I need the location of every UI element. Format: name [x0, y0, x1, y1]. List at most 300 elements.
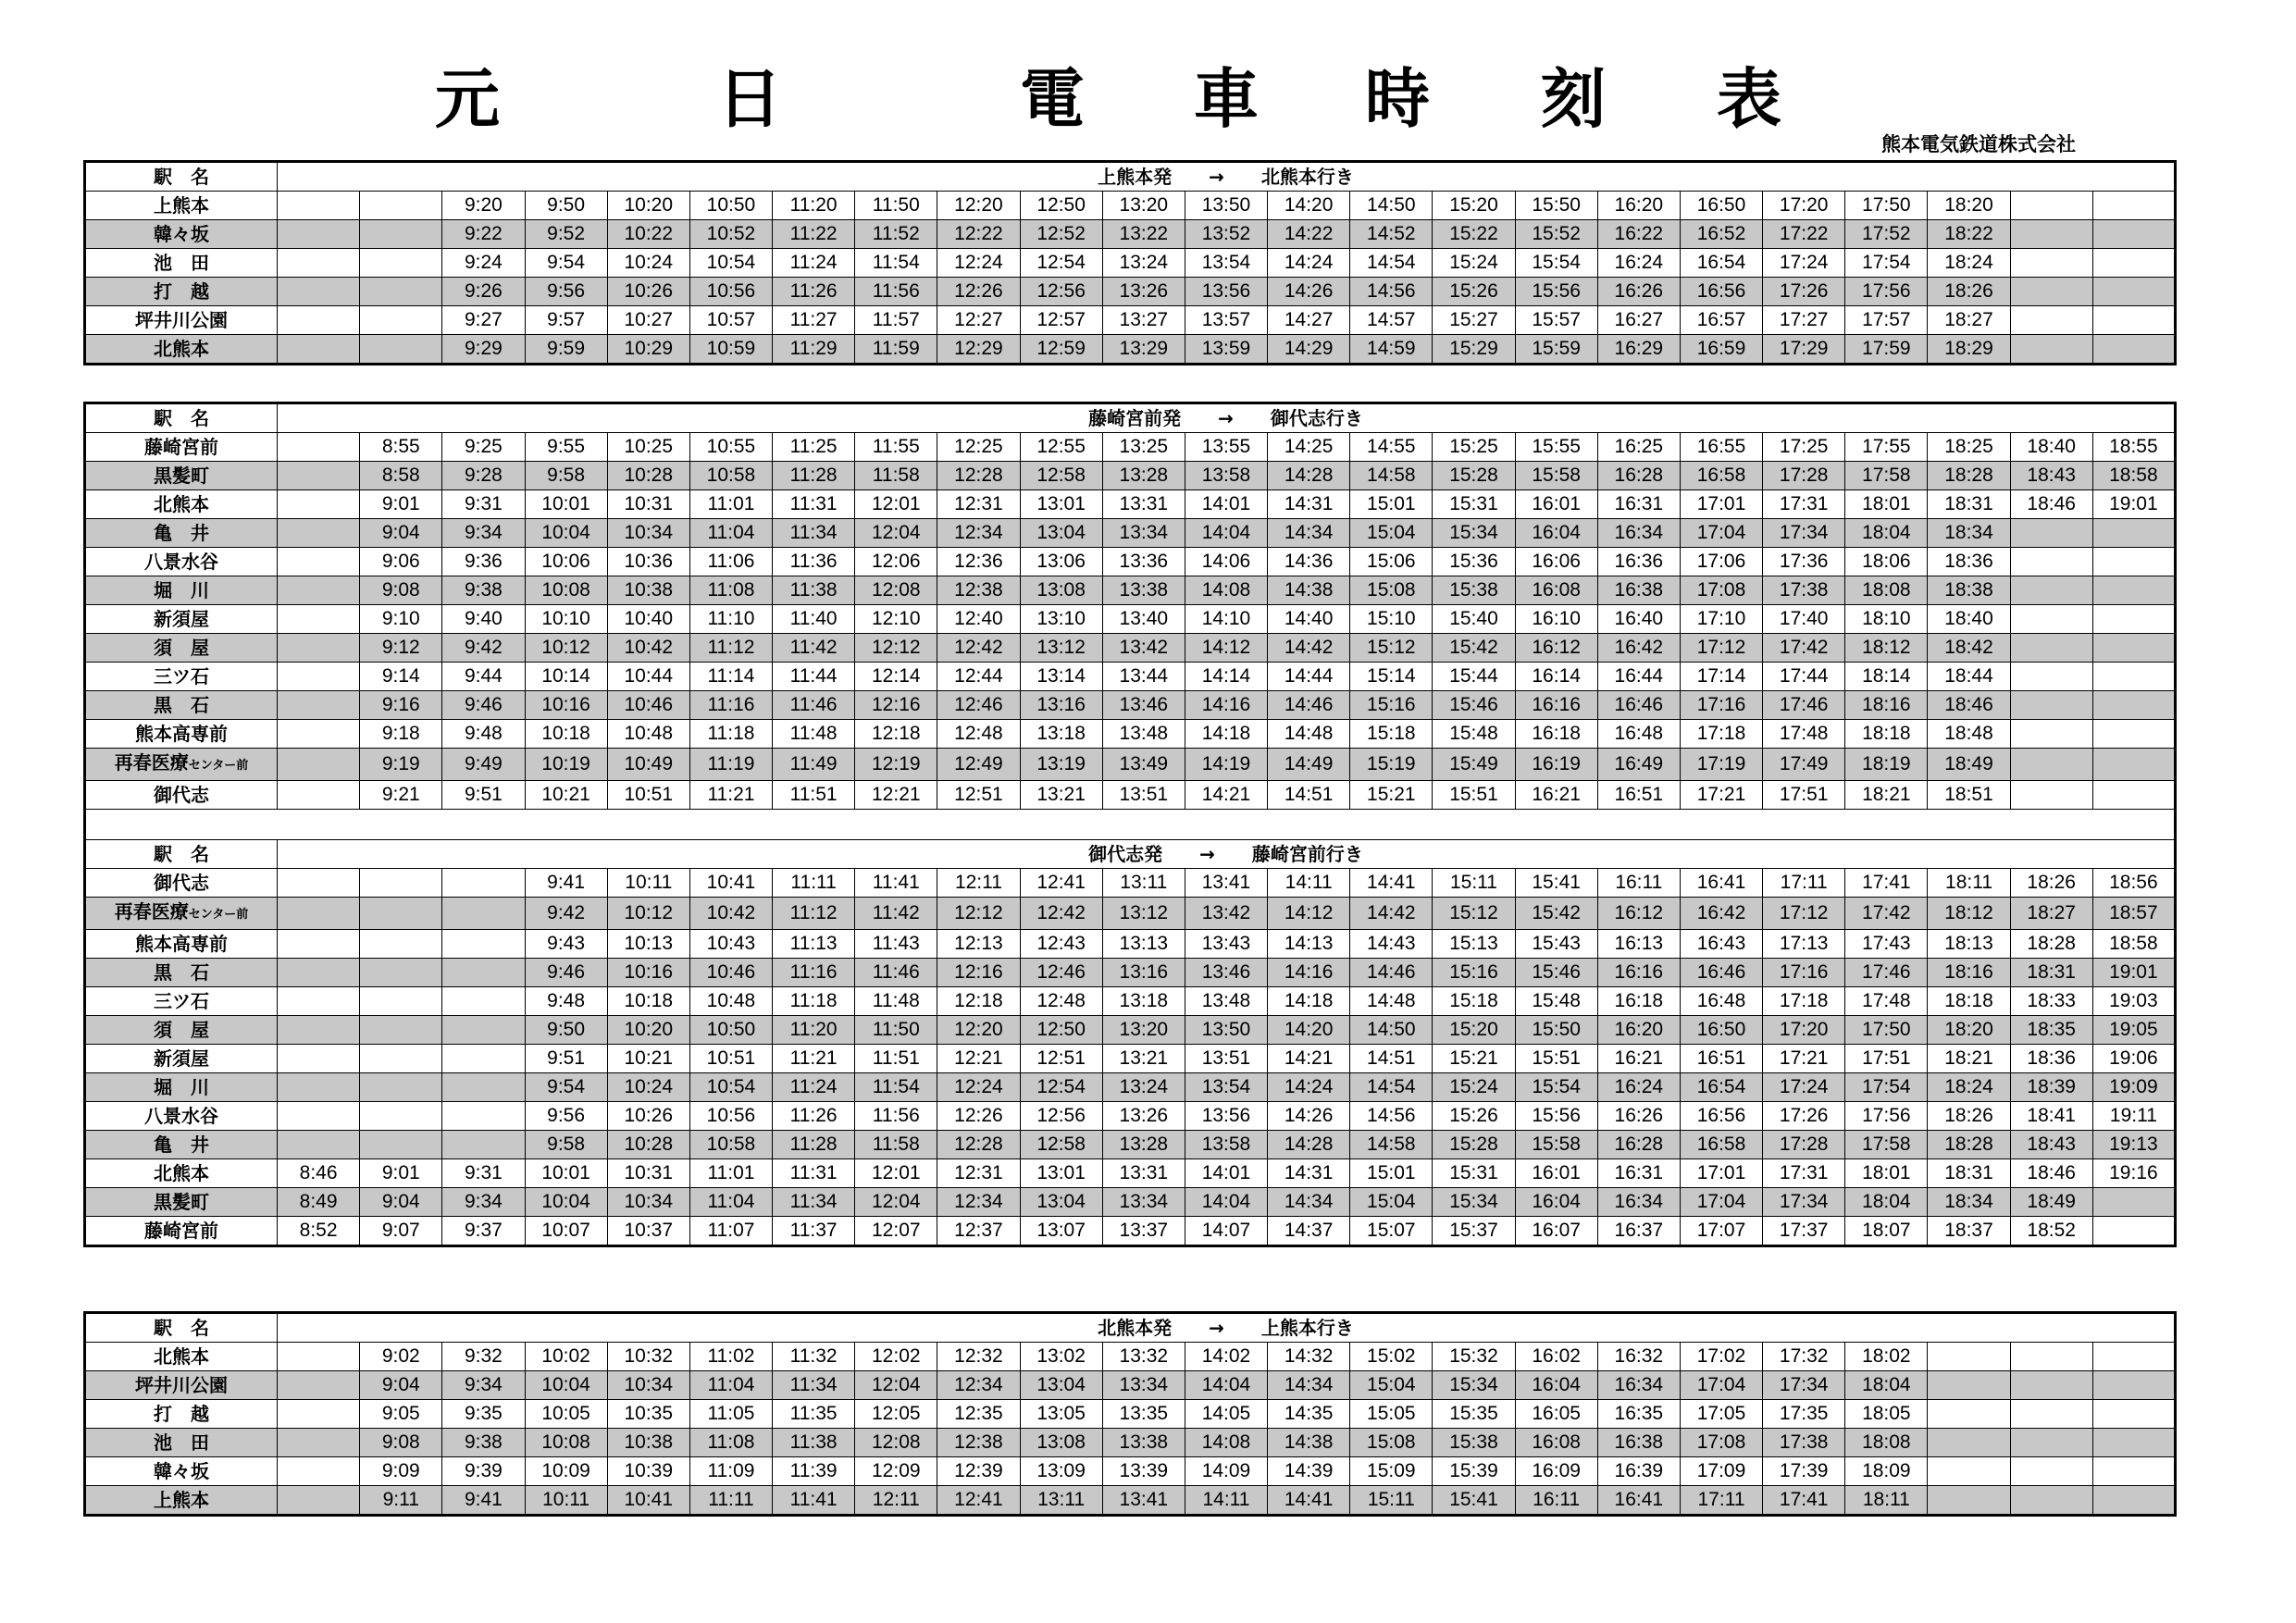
- departure-time: 9:56: [525, 278, 607, 306]
- departure-time: 11:06: [689, 548, 772, 576]
- departure-time: 10:04: [525, 1371, 607, 1400]
- departure-time: 15:57: [1515, 306, 1597, 335]
- station-row: [85, 1159, 2176, 1188]
- departure-time: 17:16: [1680, 691, 1762, 720]
- departure-time: 13:50: [1185, 192, 1267, 220]
- departure-time: 13:46: [1185, 959, 1267, 987]
- departure-time: 13:51: [1102, 781, 1185, 810]
- departure-time: 10:26: [607, 1102, 689, 1131]
- departure-time: 16:41: [1680, 869, 1762, 898]
- departure-time: 18:28: [1928, 462, 2010, 490]
- departure-time: 11:32: [773, 1343, 855, 1371]
- departure-time: 12:18: [937, 987, 1020, 1016]
- departure-time: 16:46: [1597, 691, 1680, 720]
- departure-time: [2092, 749, 2175, 781]
- departure-time: 18:10: [1845, 605, 1928, 634]
- departure-time: 13:07: [1020, 1217, 1102, 1246]
- departure-time: 10:35: [607, 1400, 689, 1429]
- departure-time: 12:01: [855, 1159, 937, 1188]
- departure-time: [2010, 605, 2092, 634]
- departure-time: 17:31: [1763, 1159, 1845, 1188]
- departure-time: 11:46: [855, 959, 937, 987]
- departure-time: 14:58: [1350, 462, 1433, 490]
- departure-time: 9:01: [360, 490, 442, 519]
- departure-time: 13:22: [1102, 220, 1185, 249]
- departure-time: 11:38: [773, 1429, 855, 1457]
- departure-time: 10:58: [689, 462, 772, 490]
- departure-time: 14:57: [1350, 306, 1433, 335]
- departure-time: 10:29: [607, 335, 689, 365]
- departure-time: 9:31: [442, 1159, 525, 1188]
- departure-time: 14:28: [1268, 1131, 1350, 1159]
- station-row: [85, 720, 2176, 749]
- departure-time: [278, 1343, 360, 1371]
- departure-time: 16:21: [1515, 781, 1597, 810]
- departure-time: 10:32: [607, 1343, 689, 1371]
- departure-time: 14:54: [1350, 1073, 1433, 1102]
- departure-time: [2010, 663, 2092, 691]
- departure-time: 17:26: [1763, 1102, 1845, 1131]
- departure-time: [2010, 278, 2092, 306]
- departure-time: 17:34: [1763, 519, 1845, 548]
- departure-time: 13:43: [1185, 930, 1267, 959]
- departure-time: 15:48: [1515, 987, 1597, 1016]
- departure-time: 16:16: [1515, 691, 1597, 720]
- departure-time: [2010, 548, 2092, 576]
- direction-header-row: [85, 162, 2176, 192]
- station-name: 八景水谷: [85, 548, 278, 576]
- departure-time: 11:24: [773, 249, 855, 278]
- departure-time: 12:39: [937, 1457, 1020, 1486]
- station-row: [85, 987, 2176, 1016]
- departure-time: 14:42: [1350, 898, 1433, 930]
- departure-time: 18:19: [1845, 749, 1928, 781]
- departure-time: 14:24: [1268, 1073, 1350, 1102]
- departure-time: 13:34: [1102, 1371, 1185, 1400]
- departure-time: 14:41: [1350, 869, 1433, 898]
- station-name: 韓々坂: [85, 220, 278, 249]
- departure-time: 10:11: [607, 869, 689, 898]
- direction-header-row: [85, 403, 2176, 433]
- departure-time: 12:42: [1020, 898, 1102, 930]
- departure-time: 9:19: [360, 749, 442, 781]
- departure-time: 18:28: [1928, 1131, 2010, 1159]
- departure-time: 16:56: [1680, 1102, 1762, 1131]
- departure-time: [360, 220, 442, 249]
- departure-time: 12:51: [937, 781, 1020, 810]
- departure-time: 15:58: [1515, 462, 1597, 490]
- departure-time: 15:52: [1515, 220, 1597, 249]
- departure-time: 12:16: [937, 959, 1020, 987]
- departure-time: [1928, 1486, 2010, 1516]
- station-row: [85, 192, 2176, 220]
- departure-time: 12:38: [937, 1429, 1020, 1457]
- departure-time: 18:16: [1928, 959, 2010, 987]
- departure-time: 15:38: [1433, 1429, 1515, 1457]
- departure-time: [442, 930, 525, 959]
- departure-time: 12:44: [937, 663, 1020, 691]
- departure-time: 12:08: [855, 576, 937, 605]
- departure-time: 12:27: [937, 306, 1020, 335]
- departure-time: 11:04: [689, 1371, 772, 1400]
- departure-time: [2092, 1371, 2175, 1400]
- station-row: [85, 605, 2176, 634]
- station-name: 池 田: [85, 249, 278, 278]
- departure-time: 10:37: [607, 1217, 689, 1246]
- departure-time: 12:58: [1020, 462, 1102, 490]
- departure-time: 18:26: [1928, 1102, 2010, 1131]
- departure-time: 8:55: [360, 433, 442, 462]
- departure-time: 11:58: [855, 1131, 937, 1159]
- departure-time: 16:48: [1597, 720, 1680, 749]
- departure-time: 16:08: [1515, 576, 1597, 605]
- departure-time: 18:41: [2010, 1102, 2092, 1131]
- departure-time: [2092, 1457, 2175, 1486]
- departure-time: 11:48: [855, 987, 937, 1016]
- departure-time: 16:12: [1515, 634, 1597, 663]
- departure-time: 10:18: [525, 720, 607, 749]
- departure-time: 16:54: [1680, 1073, 1762, 1102]
- departure-time: 14:32: [1268, 1343, 1350, 1371]
- departure-time: 12:31: [937, 1159, 1020, 1188]
- departure-time: 13:36: [1102, 548, 1185, 576]
- departure-time: [360, 1131, 442, 1159]
- departure-time: 15:37: [1433, 1217, 1515, 1246]
- departure-time: 19:11: [2092, 1102, 2175, 1131]
- departure-time: 9:40: [442, 605, 525, 634]
- departure-time: 10:50: [689, 1016, 772, 1045]
- departure-time: 14:38: [1268, 576, 1350, 605]
- departure-time: 14:04: [1185, 1188, 1267, 1217]
- departure-time: 11:42: [773, 634, 855, 663]
- departure-time: 16:11: [1597, 869, 1680, 898]
- departure-time: 16:38: [1597, 576, 1680, 605]
- departure-time: 12:51: [1020, 1045, 1102, 1073]
- departure-time: 14:21: [1268, 1045, 1350, 1073]
- station-row: [85, 220, 2176, 249]
- departure-time: [2092, 220, 2175, 249]
- page-title: [0, 57, 1851, 141]
- title-char: 時: [1365, 61, 1430, 137]
- departure-time: 11:43: [855, 930, 937, 959]
- departure-time: 17:41: [1763, 1486, 1845, 1516]
- departure-time: 17:21: [1763, 1045, 1845, 1073]
- departure-time: 18:52: [2010, 1217, 2092, 1246]
- departure-time: [2092, 1400, 2175, 1429]
- departure-time: 19:06: [2092, 1045, 2175, 1073]
- departure-time: 17:38: [1763, 1429, 1845, 1457]
- departure-time: [360, 306, 442, 335]
- departure-time: 16:20: [1597, 192, 1680, 220]
- departure-time: 16:31: [1597, 1159, 1680, 1188]
- departure-time: 13:34: [1102, 1188, 1185, 1217]
- departure-time: [278, 869, 360, 898]
- departure-time: 14:13: [1268, 930, 1350, 959]
- departure-time: 11:25: [773, 433, 855, 462]
- departure-time: 9:36: [442, 548, 525, 576]
- station-name: 打 越: [85, 278, 278, 306]
- departure-time: 11:02: [689, 1343, 772, 1371]
- departure-time: 15:46: [1433, 691, 1515, 720]
- station-row: [85, 663, 2176, 691]
- departure-time: 12:24: [937, 1073, 1020, 1102]
- departure-time: [278, 576, 360, 605]
- departure-time: 14:43: [1350, 930, 1433, 959]
- departure-time: 16:26: [1597, 278, 1680, 306]
- departure-time: [442, 1102, 525, 1131]
- departure-time: 11:13: [773, 930, 855, 959]
- departure-time: 15:01: [1350, 1159, 1433, 1188]
- station-name: 亀 井: [85, 1131, 278, 1159]
- departure-time: 9:43: [525, 930, 607, 959]
- departure-time: 16:27: [1597, 306, 1680, 335]
- departure-time: 17:04: [1680, 1188, 1762, 1217]
- departure-time: 12:34: [937, 1371, 1020, 1400]
- departure-time: 14:24: [1268, 249, 1350, 278]
- station-row: [85, 1343, 2176, 1371]
- departure-time: [278, 335, 360, 365]
- departure-time: 12:22: [937, 220, 1020, 249]
- departure-time: 16:08: [1515, 1429, 1597, 1457]
- departure-time: 9:49: [442, 749, 525, 781]
- station-row: [85, 634, 2176, 663]
- departure-time: 15:42: [1433, 634, 1515, 663]
- departure-time: 15:34: [1433, 1371, 1515, 1400]
- departure-time: 12:59: [1020, 335, 1102, 365]
- departure-time: 17:52: [1845, 220, 1928, 249]
- departure-time: 11:29: [773, 335, 855, 365]
- departure-time: 12:57: [1020, 306, 1102, 335]
- departure-time: 14:26: [1268, 278, 1350, 306]
- departure-time: [2092, 634, 2175, 663]
- departure-time: 16:04: [1515, 1188, 1597, 1217]
- departure-time: 16:43: [1680, 930, 1762, 959]
- departure-time: 18:04: [1845, 1371, 1928, 1400]
- departure-time: [1928, 1343, 2010, 1371]
- departure-time: 9:26: [442, 278, 525, 306]
- departure-time: 16:35: [1597, 1400, 1680, 1429]
- departure-time: 16:34: [1597, 519, 1680, 548]
- departure-time: 18:57: [2092, 898, 2175, 930]
- departure-time: 11:08: [689, 1429, 772, 1457]
- departure-time: 13:16: [1102, 959, 1185, 987]
- departure-time: 18:24: [1928, 249, 2010, 278]
- departure-time: 10:55: [689, 433, 772, 462]
- departure-time: 16:57: [1680, 306, 1762, 335]
- station-name: 再春医療センター前: [85, 898, 278, 930]
- departure-time: 9:34: [442, 519, 525, 548]
- station-row: [85, 249, 2176, 278]
- departure-time: 11:08: [689, 576, 772, 605]
- departure-time: [278, 462, 360, 490]
- departure-time: 9:22: [442, 220, 525, 249]
- station-row: [85, 433, 2176, 462]
- departure-time: 15:08: [1350, 1429, 1433, 1457]
- departure-time: 14:51: [1268, 781, 1350, 810]
- departure-time: 14:04: [1185, 519, 1267, 548]
- departure-time: 13:58: [1185, 1131, 1267, 1159]
- departure-time: 11:12: [689, 634, 772, 663]
- departure-time: 13:04: [1020, 1188, 1102, 1217]
- departure-time: 13:11: [1102, 869, 1185, 898]
- departure-time: 17:36: [1763, 548, 1845, 576]
- station-row: [85, 898, 2176, 930]
- departure-time: 18:42: [1928, 634, 2010, 663]
- departure-time: 18:37: [1928, 1217, 2010, 1246]
- station-name: 北熊本: [85, 1343, 278, 1371]
- departure-time: 14:06: [1185, 548, 1267, 576]
- departure-time: 16:49: [1597, 749, 1680, 781]
- departure-time: 14:38: [1268, 1429, 1350, 1457]
- station-header: 駅 名: [85, 1313, 278, 1343]
- departure-time: 10:59: [689, 335, 772, 365]
- departure-time: 13:05: [1020, 1400, 1102, 1429]
- departure-time: [278, 1429, 360, 1457]
- departure-time: 18:39: [2010, 1073, 2092, 1102]
- departure-time: 18:11: [1928, 869, 2010, 898]
- departure-time: 14:48: [1268, 720, 1350, 749]
- departure-time: 14:49: [1268, 749, 1350, 781]
- departure-time: 15:04: [1350, 1188, 1433, 1217]
- departure-time: 14:34: [1268, 519, 1350, 548]
- departure-time: [2010, 749, 2092, 781]
- departure-time: 16:50: [1680, 192, 1762, 220]
- departure-time: 14:41: [1268, 1486, 1350, 1516]
- departure-time: 9:31: [442, 490, 525, 519]
- departure-time: 10:28: [607, 1131, 689, 1159]
- departure-time: 16:50: [1680, 1016, 1762, 1045]
- departure-time: 14:20: [1268, 1016, 1350, 1045]
- departure-time: 10:22: [607, 220, 689, 249]
- departure-time: 15:22: [1433, 220, 1515, 249]
- departure-time: 18:36: [1928, 548, 2010, 576]
- departure-time: 14:04: [1185, 1371, 1267, 1400]
- departure-time: 17:24: [1763, 249, 1845, 278]
- departure-time: 12:58: [1020, 1131, 1102, 1159]
- departure-time: 12:10: [855, 605, 937, 634]
- departure-time: 16:52: [1680, 220, 1762, 249]
- station-row: [85, 1457, 2176, 1486]
- departure-time: 16:29: [1597, 335, 1680, 365]
- departure-time: 14:01: [1185, 1159, 1267, 1188]
- departure-time: 12:05: [855, 1400, 937, 1429]
- departure-time: 14:35: [1268, 1400, 1350, 1429]
- departure-time: 16:19: [1515, 749, 1597, 781]
- departure-time: 15:12: [1350, 634, 1433, 663]
- departure-time: 16:18: [1597, 987, 1680, 1016]
- departure-time: [278, 749, 360, 781]
- departure-time: 15:43: [1515, 930, 1597, 959]
- departure-time: 15:42: [1515, 898, 1597, 930]
- departure-time: [2010, 691, 2092, 720]
- departure-time: 15:59: [1515, 335, 1597, 365]
- departure-time: 13:54: [1185, 1073, 1267, 1102]
- departure-time: 17:49: [1763, 749, 1845, 781]
- departure-time: 17:48: [1845, 987, 1928, 1016]
- departure-time: [278, 663, 360, 691]
- departure-time: 13:13: [1102, 930, 1185, 959]
- departure-time: 13:26: [1102, 1102, 1185, 1131]
- departure-time: [2092, 1217, 2175, 1246]
- departure-time: 18:02: [1845, 1343, 1928, 1371]
- departure-time: 17:50: [1845, 1016, 1928, 1045]
- timetable-kitakumamoto-to-kamikumamoto: [83, 1311, 2177, 1517]
- station-name: 韓々坂: [85, 1457, 278, 1486]
- departure-time: 14:50: [1350, 1016, 1433, 1045]
- departure-time: 17:56: [1845, 278, 1928, 306]
- departure-time: 13:44: [1102, 663, 1185, 691]
- departure-time: 11:50: [855, 192, 937, 220]
- departure-time: 17:20: [1763, 1016, 1845, 1045]
- departure-time: 18:38: [1928, 576, 2010, 605]
- departure-time: 13:18: [1102, 987, 1185, 1016]
- departure-time: 10:46: [689, 959, 772, 987]
- departure-time: 13:34: [1102, 519, 1185, 548]
- departure-time: 10:20: [607, 1016, 689, 1045]
- departure-time: 17:48: [1763, 720, 1845, 749]
- departure-time: [2010, 1343, 2092, 1371]
- departure-time: [360, 898, 442, 930]
- departure-time: 10:13: [607, 930, 689, 959]
- departure-time: 13:18: [1020, 720, 1102, 749]
- departure-time: 10:51: [607, 781, 689, 810]
- departure-time: 15:44: [1433, 663, 1515, 691]
- departure-time: 10:48: [689, 987, 772, 1016]
- departure-time: 12:37: [937, 1217, 1020, 1246]
- departure-time: 11:31: [773, 1159, 855, 1188]
- departure-time: 18:40: [2010, 433, 2092, 462]
- departure-time: 15:26: [1433, 1102, 1515, 1131]
- departure-time: 9:51: [525, 1045, 607, 1073]
- station-row: [85, 1486, 2176, 1516]
- departure-time: [278, 306, 360, 335]
- departure-time: 17:27: [1763, 306, 1845, 335]
- departure-time: 17:55: [1845, 433, 1928, 462]
- departure-time: 11:09: [689, 1457, 772, 1486]
- departure-time: 16:16: [1597, 959, 1680, 987]
- station-name: 亀 井: [85, 519, 278, 548]
- departure-time: 15:04: [1350, 1371, 1433, 1400]
- departure-time: 16:55: [1680, 433, 1762, 462]
- departure-time: 15:01: [1350, 490, 1433, 519]
- departure-time: [2092, 192, 2175, 220]
- departure-time: 17:12: [1763, 898, 1845, 930]
- departure-time: 14:56: [1350, 278, 1433, 306]
- departure-time: 9:50: [525, 1016, 607, 1045]
- departure-time: 17:26: [1763, 278, 1845, 306]
- departure-time: [278, 1457, 360, 1486]
- departure-time: 13:50: [1185, 1016, 1267, 1045]
- departure-time: 15:54: [1515, 249, 1597, 278]
- departure-time: 16:34: [1597, 1371, 1680, 1400]
- departure-time: 10:14: [525, 663, 607, 691]
- departure-time: 9:12: [360, 634, 442, 663]
- station-row: [85, 306, 2176, 335]
- station-row: [85, 959, 2176, 987]
- departure-time: 19:05: [2092, 1016, 2175, 1045]
- departure-time: 12:04: [855, 519, 937, 548]
- departure-time: 17:08: [1680, 576, 1762, 605]
- departure-time: 12:52: [1020, 220, 1102, 249]
- station-name: 熊本高専前: [85, 930, 278, 959]
- departure-time: [2092, 1429, 2175, 1457]
- departure-time: 14:56: [1350, 1102, 1433, 1131]
- departure-time: 17:34: [1763, 1188, 1845, 1217]
- departure-time: 11:56: [855, 1102, 937, 1131]
- departure-time: 10:43: [689, 930, 772, 959]
- departure-time: 13:32: [1102, 1343, 1185, 1371]
- departure-time: 11:49: [773, 749, 855, 781]
